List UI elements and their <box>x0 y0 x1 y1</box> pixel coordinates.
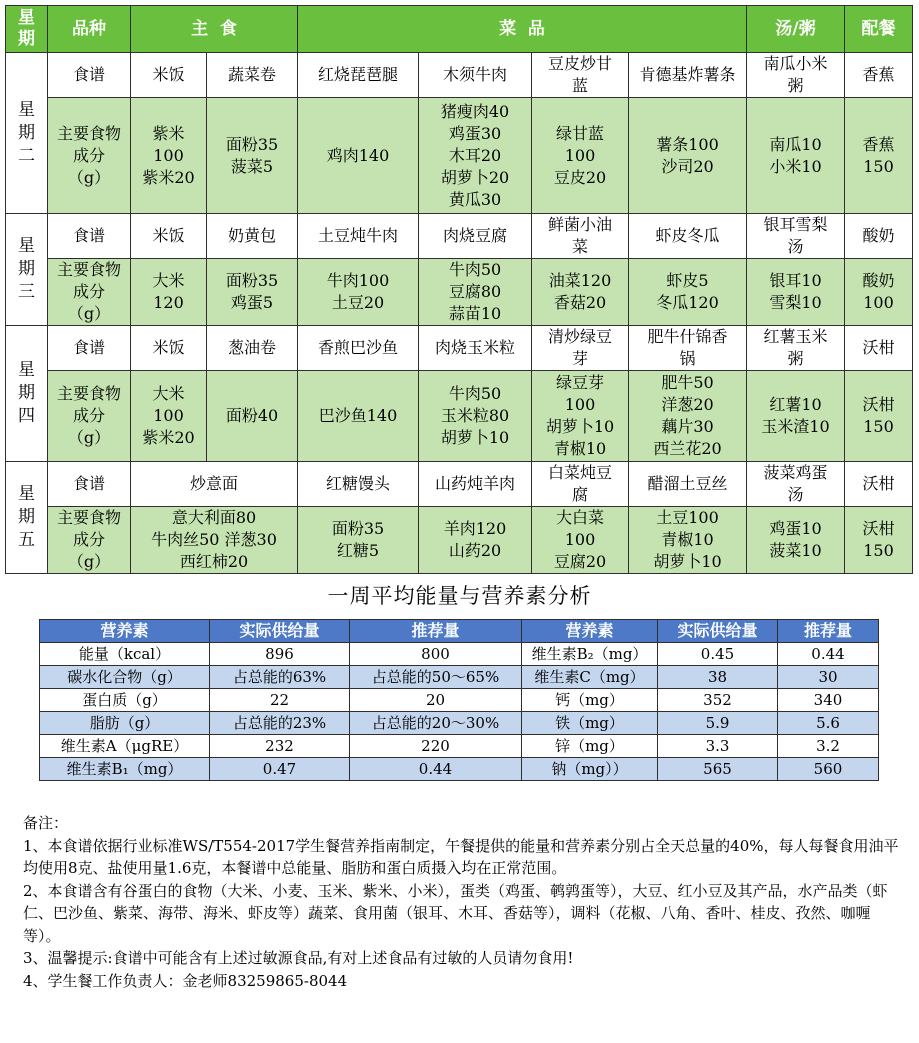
recipe-row-friday <box>6 462 913 507</box>
ingredient-row-friday <box>6 507 913 574</box>
recipe-cell: 肥牛什锦香锅 <box>629 326 747 371</box>
nutrition-cell: 0.44 <box>350 758 522 781</box>
ingredient-cell: 紫米 100 紫米20 <box>131 98 207 214</box>
recipe-cell: 蔬菜卷 <box>207 53 298 98</box>
nutrition-cell: 0.45 <box>658 643 778 666</box>
nutrition-cell: 维生素B₂（mg） <box>522 643 658 666</box>
ingredient-cell: 绿豆芽 100 胡萝卜10 青椒10 <box>532 371 629 462</box>
recipe-row-wednesday <box>6 214 913 259</box>
recipe-cell: 红糖馒头 <box>298 462 419 507</box>
notes-heading: 备注： <box>23 814 69 832</box>
recipe-cell: 奶黄包 <box>207 214 298 259</box>
header-side: 配餐 <box>845 6 913 53</box>
nutrition-row <box>40 666 879 689</box>
nutrition-cell: 蛋白质（g） <box>40 689 210 712</box>
nutrition-header-cell: 营养素 <box>40 620 210 643</box>
nutrition-cell: 38 <box>658 666 778 689</box>
nutrition-cell: 占总能的20～30% <box>350 712 522 735</box>
recipe-cell: 葱油卷 <box>207 326 298 371</box>
nutrition-cell: 占总能的23% <box>210 712 350 735</box>
nutrition-cell: 3.2 <box>778 735 879 758</box>
nutrition-cell: 钙（mg） <box>522 689 658 712</box>
recipe-row-thursday <box>6 326 913 371</box>
ingredient-cell: 薯条100 沙司20 <box>629 98 747 214</box>
ingredient-cell: 鸡蛋10 菠菜10 <box>747 507 845 574</box>
ingredient-cell: 沃柑 150 <box>845 371 913 462</box>
nutrition-cell: 22 <box>210 689 350 712</box>
recipe-cell: 米饭 <box>131 326 207 371</box>
recipe-cell: 白菜炖豆腐 <box>532 462 629 507</box>
recipe-cell: 菠菜鸡蛋汤 <box>747 462 845 507</box>
nutrition-row <box>40 735 879 758</box>
recipe-cell: 肉烧玉米粒 <box>419 326 532 371</box>
recipe-cell: 山药炖羊肉 <box>419 462 532 507</box>
day-label-friday: 星期五 <box>6 462 48 574</box>
nutrition-header-cell: 推荐量 <box>350 620 522 643</box>
ingredient-cell: 酸奶 100 <box>845 259 913 326</box>
nutrition-header-cell: 营养素 <box>522 620 658 643</box>
day-label-tuesday: 星期二 <box>6 53 48 214</box>
recipe-cell: 红薯玉米粥 <box>747 326 845 371</box>
nutrition-cell: 脂肪（g） <box>40 712 210 735</box>
note-item: 3、温馨提示:食谱中可能含有上述过敏源食品,有对上述食品有过敏的人员请勿食用! <box>23 949 574 967</box>
nutrition-cell: 800 <box>350 643 522 666</box>
ingredient-cell: 油菜120 香菇20 <box>532 259 629 326</box>
nutrition-cell: 维生素B₁（mg） <box>40 758 210 781</box>
nutrition-cell: 30 <box>778 666 879 689</box>
ingredient-cell: 大白菜 100 豆腐20 <box>532 507 629 574</box>
ingredient-cell: 大米 120 <box>131 259 207 326</box>
nutrition-cell: 220 <box>350 735 522 758</box>
header-soup: 汤/粥 <box>747 6 845 53</box>
header-category: 品种 <box>48 6 131 53</box>
ingredient-cell: 大米 100 紫米20 <box>131 371 207 462</box>
nutrition-cell: 20 <box>350 689 522 712</box>
nutrition-title: 一周平均能量与营养素分析 <box>327 584 592 608</box>
nutrition-cell: 896 <box>210 643 350 666</box>
ingredient-cell: 土豆100 青椒10 胡萝卜10 <box>629 507 747 574</box>
ingredient-cell: 香蕉 150 <box>845 98 913 214</box>
recipe-cell: 土豆炖牛肉 <box>298 214 419 259</box>
recipe-cell: 南瓜小米粥 <box>747 53 845 98</box>
recipe-cell: 清炒绿豆芽 <box>532 326 629 371</box>
nutrition-cell: 0.44 <box>778 643 879 666</box>
ingredient-cell: 红薯10 玉米渣10 <box>747 371 845 462</box>
recipe-cell: 米饭 <box>131 214 207 259</box>
nutrition-row <box>40 712 879 735</box>
nutrition-cell: 占总能的50～65% <box>350 666 522 689</box>
row-label-recipe: 食谱 <box>48 326 131 371</box>
recipe-cell: 沃柑 <box>845 462 913 507</box>
ingredient-row-thursday <box>6 371 913 462</box>
note-item: 2、本食谱含有谷蛋白的食物（大米、小麦、玉米、紫米、小米），蛋类（鸡蛋、鹌鹑蛋等），大豆、红小豆及其产品，水产品类（虾仁、巴沙鱼、紫菜、海带、海米、虾皮等）蔬菜、食用菌（银耳、木耳、香菇等），调料（花椒、八角、香叶、桂皮、孜然、咖喱等）。 <box>23 881 888 945</box>
nutrition-header-cell: 实际供给量 <box>210 620 350 643</box>
row-label-recipe: 食谱 <box>48 214 131 259</box>
nutrition-cell: 232 <box>210 735 350 758</box>
note-item: 1、本食谱依据行业标准WS/T554-2017学生餐营养指南制定，午餐提供的能量和营养素分别占全天总量的40%，每人每餐食用油平均使用8克、盐使用量1.6克，本餐谱中总能量、脂肪和蛋白质摄入均在正常范围。 <box>23 836 899 877</box>
recipe-cell: 肉烧豆腐 <box>419 214 532 259</box>
nutrition-cell: 5.6 <box>778 712 879 735</box>
day-label-wednesday: 星期三 <box>6 214 48 326</box>
nutrition-row <box>40 689 879 712</box>
header-weekday: 星期 <box>6 6 48 53</box>
recipe-cell: 豆皮炒甘蓝 <box>532 53 629 98</box>
ingredient-cell: 南瓜10 小米10 <box>747 98 845 214</box>
ingredient-cell: 银耳10 雪梨10 <box>747 259 845 326</box>
nutrition-header-row <box>40 620 879 643</box>
ingredient-cell: 鸡肉140 <box>298 98 419 214</box>
ingredient-cell: 羊肉120 山药20 <box>419 507 532 574</box>
nutrition-cell: 锌（mg） <box>522 735 658 758</box>
nutrition-header-cell: 实际供给量 <box>658 620 778 643</box>
recipe-cell: 酸奶 <box>845 214 913 259</box>
nutrition-row <box>40 643 879 666</box>
recipe-cell: 红烧琵琶腿 <box>298 53 419 98</box>
nutrition-cell: 3.3 <box>658 735 778 758</box>
nutrition-cell: 维生素A（μgRE） <box>40 735 210 758</box>
ingredient-cell: 面粉40 <box>207 371 298 462</box>
ingredient-cell: 面粉35 鸡蛋5 <box>207 259 298 326</box>
row-label-recipe: 食谱 <box>48 53 131 98</box>
header-staple: 主 食 <box>131 6 298 53</box>
nutrition-cell: 352 <box>658 689 778 712</box>
recipe-cell: 香蕉 <box>845 53 913 98</box>
nutrition-cell: 560 <box>778 758 879 781</box>
row-label-recipe: 食谱 <box>48 462 131 507</box>
nutrition-row <box>40 758 879 781</box>
ingredient-cell: 牛肉50 豆腐80 蒜苗10 <box>419 259 532 326</box>
recipe-row-tuesday <box>6 53 913 98</box>
row-label-ingredients: 主要食物成分（g） <box>48 98 131 214</box>
recipe-cell: 沃柑 <box>845 326 913 371</box>
ingredient-row-tuesday <box>6 98 913 214</box>
menu-header-row <box>6 6 913 53</box>
nutrition-cell: 340 <box>778 689 879 712</box>
nutrition-cell: 0.47 <box>210 758 350 781</box>
row-label-ingredients: 主要食物成分（g） <box>48 371 131 462</box>
ingredient-cell: 沃柑 150 <box>845 507 913 574</box>
row-label-ingredients: 主要食物成分（g） <box>48 507 131 574</box>
ingredient-cell: 猪瘦肉40 鸡蛋30 木耳20 胡萝卜20 黄瓜30 <box>419 98 532 214</box>
weekly-menu-table <box>5 5 913 574</box>
ingredient-cell: 意大利面80 牛肉丝50 洋葱30 西红柿20 <box>131 507 298 574</box>
nutrition-cell: 5.9 <box>658 712 778 735</box>
notes-section <box>23 812 903 992</box>
nutrition-cell: 占总能的63% <box>210 666 350 689</box>
recipe-cell: 肯德基炸薯条 <box>629 53 747 98</box>
recipe-cell: 香煎巴沙鱼 <box>298 326 419 371</box>
nutrition-header-cell: 推荐量 <box>778 620 879 643</box>
nutrition-cell: 维生素C（mg） <box>522 666 658 689</box>
nutrition-table <box>39 619 879 781</box>
recipe-cell: 醋溜土豆丝 <box>629 462 747 507</box>
nutrition-cell: 能量（kcal） <box>40 643 210 666</box>
ingredient-cell: 虾皮5 冬瓜120 <box>629 259 747 326</box>
recipe-cell: 米饭 <box>131 53 207 98</box>
note-item: 4、学生餐工作负责人：金老师83259865-8044 <box>23 971 348 990</box>
recipe-cell: 虾皮冬瓜 <box>629 214 747 259</box>
ingredient-row-wednesday <box>6 259 913 326</box>
recipe-cell: 炒意面 <box>131 462 298 507</box>
ingredient-cell: 绿甘蓝 100 豆皮20 <box>532 98 629 214</box>
recipe-cell: 银耳雪梨汤 <box>747 214 845 259</box>
day-label-thursday: 星期四 <box>6 326 48 462</box>
nutrition-cell: 钠（mg）） <box>522 758 658 781</box>
ingredient-cell: 巴沙鱼140 <box>298 371 419 462</box>
header-dishes: 菜 品 <box>298 6 747 53</box>
ingredient-cell: 肥牛50 洋葱20 藕片30 西兰花20 <box>629 371 747 462</box>
ingredient-cell: 牛肉100 土豆20 <box>298 259 419 326</box>
row-label-ingredients: 主要食物成分（g） <box>48 259 131 326</box>
nutrition-cell: 565 <box>658 758 778 781</box>
ingredient-cell: 面粉35 红糖5 <box>298 507 419 574</box>
ingredient-cell: 牛肉50 玉米粒80 胡萝卜10 <box>419 371 532 462</box>
nutrition-cell: 铁（mg） <box>522 712 658 735</box>
nutrition-cell: 碳水化合物（g） <box>40 666 210 689</box>
ingredient-cell: 面粉35 菠菜5 <box>207 98 298 214</box>
recipe-cell: 木须牛肉 <box>419 53 532 98</box>
recipe-cell: 鲜菌小油菜 <box>532 214 629 259</box>
